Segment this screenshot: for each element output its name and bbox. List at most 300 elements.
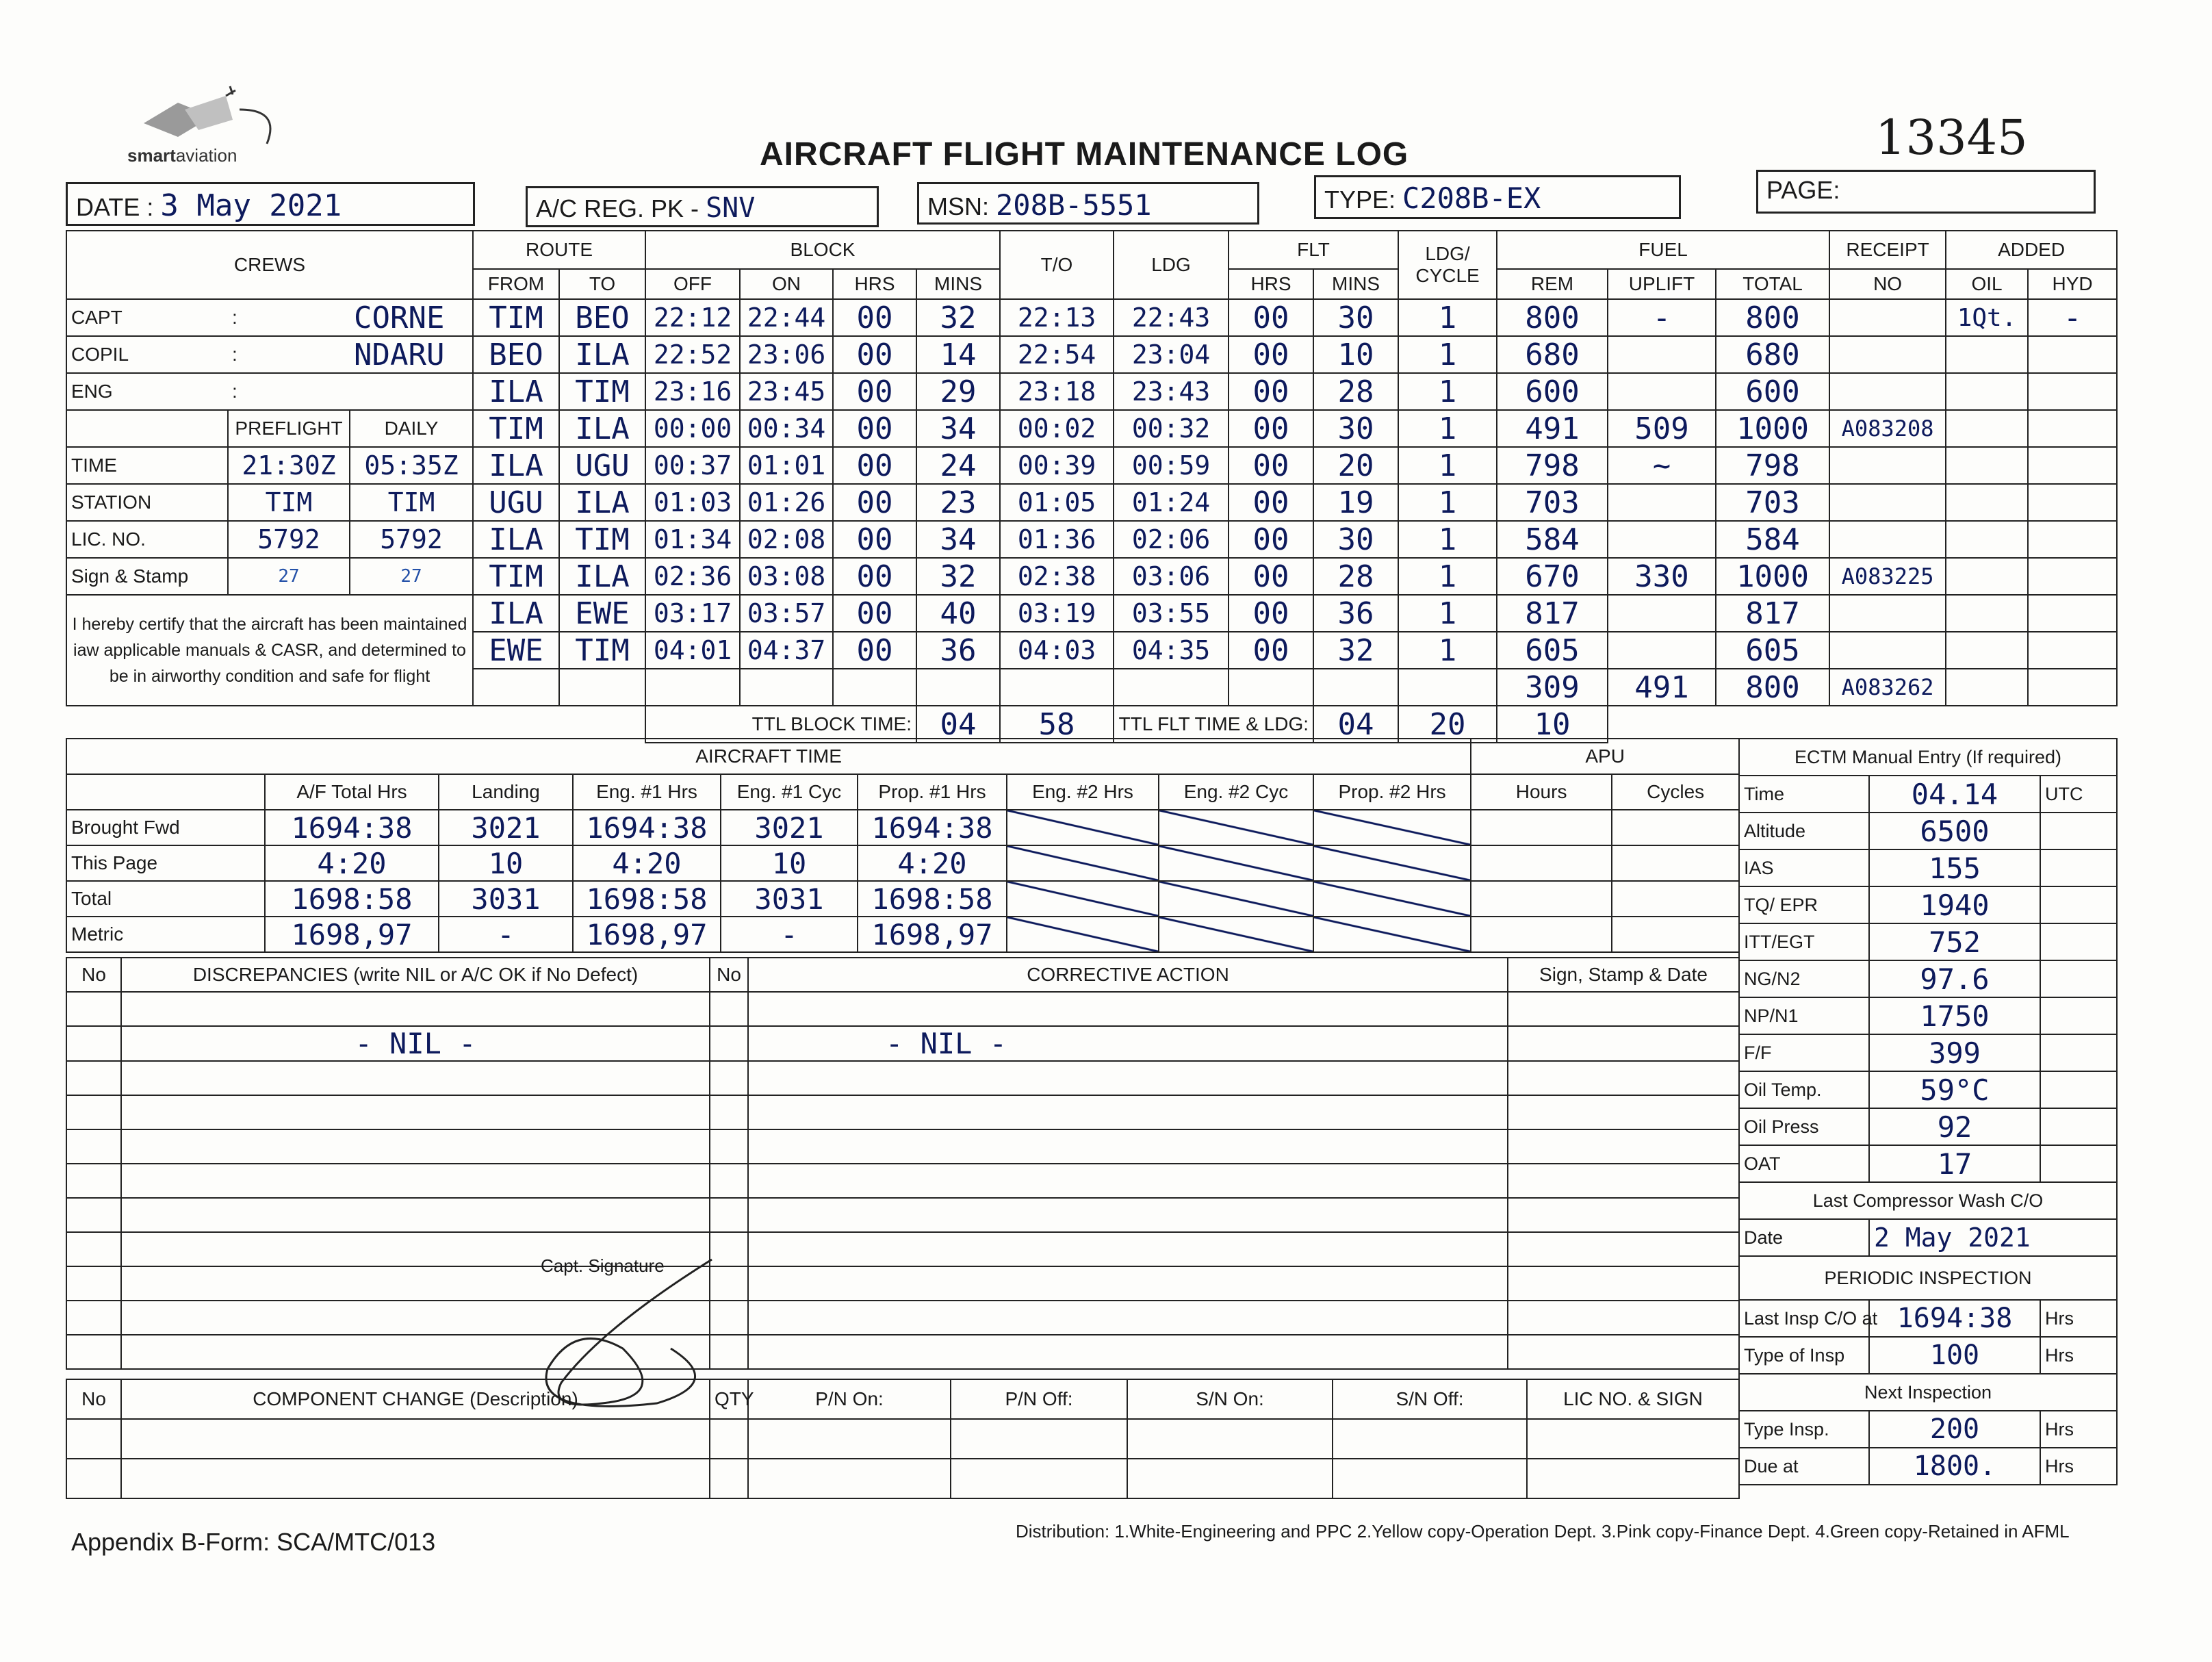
leg-mins[interactable]: 34 [916,410,1000,447]
leg-mins[interactable] [916,669,1000,706]
wash-date-value[interactable]: 2 May 2021 [1869,1219,2117,1256]
leg-from[interactable]: ILA [473,373,559,410]
leg-hyd[interactable]: - [2028,299,2117,336]
copil-name[interactable]: NDARU [350,336,473,373]
sign-cell[interactable] [1508,1198,1739,1232]
sign-cell[interactable] [1508,1129,1739,1164]
ca-no[interactable] [710,1061,748,1095]
leg-from[interactable]: BEO [473,336,559,373]
disc-no[interactable] [66,1301,121,1335]
ca-no[interactable] [710,1026,748,1061]
leg-oil[interactable]: 1Qt. [1946,299,2028,336]
leg-to-time[interactable]: 04:03 [1000,632,1114,669]
leg-fh[interactable]: 00 [1229,336,1313,373]
leg-uplift[interactable]: 509 [1608,410,1716,447]
leg-ldg[interactable] [1114,669,1229,706]
msn-field[interactable] [917,182,1259,225]
leg-fm[interactable]: 36 [1313,595,1398,632]
leg-uplift[interactable] [1608,632,1716,669]
leg-mins[interactable]: 36 [916,632,1000,669]
at-af[interactable]: 1694:38 [265,810,439,845]
at-eng2h[interactable] [1007,917,1159,952]
daily-station[interactable]: TIM [350,484,473,521]
disc-text[interactable] [121,992,710,1026]
date-field[interactable] [66,182,475,226]
leg-oil[interactable] [1946,484,2028,521]
leg-total[interactable]: 817 [1716,595,1829,632]
ectm-value[interactable]: 59°C [1869,1071,2040,1108]
leg-on[interactable]: 01:26 [740,484,833,521]
ca-text[interactable] [748,1335,1508,1369]
leg-hyd[interactable] [2028,595,2117,632]
leg-total[interactable]: 584 [1716,521,1829,558]
leg-uplift[interactable] [1608,336,1716,373]
ectm-row[interactable] [1739,997,2117,1034]
leg-hyd[interactable] [2028,558,2117,595]
at-prop2[interactable] [1313,881,1471,917]
ca-text[interactable] [748,1061,1508,1095]
leg-to[interactable]: ILA [559,336,645,373]
at-apuc[interactable] [1612,810,1739,845]
flight-leg-row[interactable] [66,447,2117,484]
disc-text[interactable] [121,1129,710,1164]
leg-mins[interactable]: 23 [916,484,1000,521]
leg-to-time[interactable]: 23:18 [1000,373,1114,410]
leg-mins[interactable]: 34 [916,521,1000,558]
leg-to[interactable]: UGU [559,447,645,484]
leg-to[interactable]: TIM [559,373,645,410]
flight-leg-row[interactable] [66,373,2117,410]
leg-fm[interactable]: 28 [1313,558,1398,595]
leg-receipt[interactable] [1829,632,1946,669]
leg-cyc[interactable]: 1 [1398,632,1497,669]
sign-cell[interactable] [1508,1232,1739,1266]
leg-fm[interactable]: 20 [1313,447,1398,484]
leg-fh[interactable]: 00 [1229,410,1313,447]
leg-hrs[interactable]: 00 [833,336,916,373]
sign-cell[interactable] [1508,1266,1739,1301]
leg-to-time[interactable]: 00:02 [1000,410,1114,447]
leg-to[interactable]: ILA [559,410,645,447]
leg-receipt[interactable] [1829,521,1946,558]
disc-no[interactable] [66,1164,121,1198]
leg-cyc[interactable]: 1 [1398,299,1497,336]
discrepancy-row[interactable] [66,1061,1739,1095]
leg-oil[interactable] [1946,373,2028,410]
ectm-row[interactable] [1739,886,2117,923]
at-landing[interactable]: 3031 [439,881,573,917]
sign-cell[interactable] [1508,992,1739,1026]
at-eng2c[interactable] [1159,917,1313,952]
leg-ldg[interactable]: 22:43 [1114,299,1229,336]
leg-hyd[interactable] [2028,336,2117,373]
leg-rem[interactable]: 600 [1497,373,1608,410]
leg-oil[interactable] [1946,595,2028,632]
leg-to-time[interactable]: 01:05 [1000,484,1114,521]
sign-cell[interactable] [1508,1026,1739,1061]
leg-hrs[interactable]: 00 [833,299,916,336]
leg-total[interactable]: 600 [1716,373,1829,410]
flight-leg-row[interactable] [66,595,2117,632]
leg-off[interactable]: 23:16 [645,373,740,410]
at-af[interactable]: 1698,97 [265,917,439,952]
leg-mins[interactable]: 29 [916,373,1000,410]
ectm-value[interactable]: 1940 [1869,886,2040,923]
disc-no[interactable] [66,1335,121,1369]
leg-off[interactable]: 00:00 [645,410,740,447]
leg-fm[interactable]: 19 [1313,484,1398,521]
preflight-station[interactable]: TIM [228,484,350,521]
ectm-row[interactable] [1739,1108,2117,1145]
leg-receipt[interactable]: A083208 [1829,410,1946,447]
at-prop1[interactable]: 4:20 [858,845,1007,881]
leg-ldg[interactable]: 23:43 [1114,373,1229,410]
leg-uplift[interactable]: 491 [1608,669,1716,706]
at-apuh[interactable] [1471,881,1612,917]
leg-hyd[interactable] [2028,373,2117,410]
ectm-row[interactable] [1739,1071,2117,1108]
discrepancy-row[interactable] [66,1095,1739,1129]
daily-time[interactable]: 05:35Z [350,447,473,484]
leg-from[interactable]: ILA [473,595,559,632]
sign-cell[interactable] [1508,1164,1739,1198]
at-eng1c[interactable]: 3021 [721,810,858,845]
leg-rem[interactable]: 605 [1497,632,1608,669]
leg-cyc[interactable] [1398,669,1497,706]
ectm-row[interactable] [1739,960,2117,997]
at-eng1h[interactable]: 4:20 [573,845,721,881]
ca-no[interactable] [710,1164,748,1198]
leg-total[interactable]: 1000 [1716,410,1829,447]
flight-leg-row[interactable] [66,336,2117,373]
aircraft-time-row[interactable] [66,917,1739,952]
at-landing[interactable]: 3021 [439,810,573,845]
leg-on[interactable] [740,669,833,706]
ca-no[interactable] [710,1095,748,1129]
leg-hyd[interactable] [2028,447,2117,484]
leg-from[interactable] [473,669,559,706]
leg-cyc[interactable]: 1 [1398,484,1497,521]
aircraft-time-row[interactable] [66,810,1739,845]
leg-ldg[interactable]: 02:06 [1114,521,1229,558]
leg-hrs[interactable]: 00 [833,595,916,632]
leg-to[interactable]: BEO [559,299,645,336]
leg-to[interactable]: ILA [559,558,645,595]
leg-on[interactable]: 01:01 [740,447,833,484]
ectm-value[interactable]: 752 [1869,923,2040,960]
leg-uplift[interactable] [1608,595,1716,632]
leg-to[interactable]: ILA [559,484,645,521]
leg-hyd[interactable] [2028,632,2117,669]
leg-uplift[interactable]: 330 [1608,558,1716,595]
leg-ldg[interactable]: 03:06 [1114,558,1229,595]
leg-rem[interactable]: 703 [1497,484,1608,521]
at-eng1c[interactable]: - [721,917,858,952]
leg-receipt[interactable] [1829,595,1946,632]
disc-text[interactable] [121,1164,710,1198]
flight-leg-row[interactable] [66,484,2117,521]
leg-uplift[interactable] [1608,373,1716,410]
discrepancy-row[interactable] [66,1301,1739,1335]
leg-rem[interactable]: 680 [1497,336,1608,373]
leg-rem[interactable]: 491 [1497,410,1608,447]
leg-off[interactable]: 22:52 [645,336,740,373]
leg-total[interactable]: 680 [1716,336,1829,373]
ca-text[interactable] [748,1164,1508,1198]
leg-uplift[interactable] [1608,484,1716,521]
disc-text[interactable] [121,1061,710,1095]
ttl-flt-hrs[interactable]: 04 [1313,706,1398,743]
leg-fm[interactable]: 32 [1313,632,1398,669]
discrepancy-row[interactable] [66,1026,1739,1061]
leg-rem[interactable]: 817 [1497,595,1608,632]
disc-no[interactable] [66,1266,121,1301]
flight-leg-row[interactable] [66,410,2117,447]
at-prop2[interactable] [1313,810,1471,845]
leg-cyc[interactable]: 1 [1398,595,1497,632]
at-eng1h[interactable]: 1698:58 [573,881,721,917]
leg-on[interactable]: 03:57 [740,595,833,632]
leg-fh[interactable]: 00 [1229,595,1313,632]
leg-hrs[interactable]: 00 [833,558,916,595]
leg-from[interactable]: ILA [473,521,559,558]
ca-text[interactable] [748,1095,1508,1129]
ectm-value[interactable]: 1750 [1869,997,2040,1034]
at-eng1h[interactable]: 1698,97 [573,917,721,952]
leg-fh[interactable]: 00 [1229,558,1313,595]
leg-receipt[interactable]: A083225 [1829,558,1946,595]
leg-cyc[interactable]: 1 [1398,521,1497,558]
leg-to-time[interactable]: 22:13 [1000,299,1114,336]
leg-ldg[interactable]: 04:35 [1114,632,1229,669]
leg-off[interactable]: 02:36 [645,558,740,595]
leg-on[interactable]: 03:08 [740,558,833,595]
due-value[interactable]: 1800. [1869,1448,2040,1485]
ectm-row[interactable] [1739,813,2117,849]
daily-lic[interactable]: 5792 [350,521,473,558]
at-af[interactable]: 1698:58 [265,881,439,917]
leg-hrs[interactable]: 00 [833,632,916,669]
ectm-value[interactable]: 04.14 [1869,776,2040,813]
leg-rem[interactable]: 798 [1497,447,1608,484]
leg-from[interactable]: TIM [473,410,559,447]
leg-hyd[interactable] [2028,484,2117,521]
ca-no[interactable] [710,992,748,1026]
at-landing[interactable]: - [439,917,573,952]
discrepancy-row[interactable] [66,992,1739,1026]
sign-cell[interactable] [1508,1095,1739,1129]
at-eng1h[interactable]: 1694:38 [573,810,721,845]
leg-to[interactable]: TIM [559,521,645,558]
leg-hrs[interactable]: 00 [833,373,916,410]
disc-no[interactable] [66,1129,121,1164]
leg-hrs[interactable]: 00 [833,447,916,484]
at-apuh[interactable] [1471,845,1612,881]
ectm-row[interactable] [1739,1034,2117,1071]
leg-uplift[interactable]: - [1608,299,1716,336]
leg-oil[interactable] [1946,521,2028,558]
ca-no[interactable] [710,1198,748,1232]
flight-leg-row[interactable] [66,558,2117,595]
leg-on[interactable]: 02:08 [740,521,833,558]
ca-text[interactable]: - NIL - [748,1026,1508,1061]
at-eng2h[interactable] [1007,845,1159,881]
leg-mins[interactable]: 40 [916,595,1000,632]
leg-off[interactable]: 01:03 [645,484,740,521]
at-eng1c[interactable]: 3031 [721,881,858,917]
leg-oil[interactable] [1946,410,2028,447]
leg-fh[interactable]: 00 [1229,632,1313,669]
type-insp-value[interactable]: 100 [1869,1337,2040,1374]
comp-row[interactable] [66,1419,1739,1459]
leg-receipt[interactable] [1829,336,1946,373]
leg-fm[interactable]: 10 [1313,336,1398,373]
leg-ldg[interactable]: 00:59 [1114,447,1229,484]
ectm-row[interactable] [1739,923,2117,960]
disc-text[interactable]: - NIL - [121,1026,710,1061]
ectm-value[interactable]: 155 [1869,849,2040,886]
leg-fm[interactable]: 28 [1313,373,1398,410]
leg-total[interactable]: 798 [1716,447,1829,484]
leg-oil[interactable] [1946,632,2028,669]
at-prop2[interactable] [1313,917,1471,952]
leg-hyd[interactable] [2028,521,2117,558]
leg-rem[interactable]: 800 [1497,299,1608,336]
disc-no[interactable] [66,1095,121,1129]
leg-receipt[interactable] [1829,373,1946,410]
leg-from[interactable]: TIM [473,299,559,336]
ca-text[interactable] [748,1198,1508,1232]
ca-text[interactable] [748,992,1508,1026]
leg-from[interactable]: EWE [473,632,559,669]
discrepancy-row[interactable] [66,1266,1739,1301]
leg-rem[interactable]: 309 [1497,669,1608,706]
at-eng2c[interactable] [1159,881,1313,917]
leg-ldg[interactable]: 00:32 [1114,410,1229,447]
ectm-value[interactable]: 97.6 [1869,960,2040,997]
leg-off[interactable]: 01:34 [645,521,740,558]
leg-ldg[interactable]: 23:04 [1114,336,1229,373]
disc-no[interactable] [66,1198,121,1232]
leg-from[interactable]: ILA [473,447,559,484]
page-field[interactable] [1756,170,2096,214]
at-apuc[interactable] [1612,881,1739,917]
at-landing[interactable]: 10 [439,845,573,881]
sign-cell[interactable] [1508,1301,1739,1335]
leg-oil[interactable] [1946,336,2028,373]
sign-cell[interactable] [1508,1335,1739,1369]
ca-no[interactable] [710,1129,748,1164]
leg-oil[interactable] [1946,558,2028,595]
leg-total[interactable]: 1000 [1716,558,1829,595]
flight-leg-row[interactable] [66,299,2117,336]
at-eng2h[interactable] [1007,881,1159,917]
type-field[interactable] [1314,175,1681,219]
leg-total[interactable]: 605 [1716,632,1829,669]
leg-on[interactable]: 23:06 [740,336,833,373]
leg-to-time[interactable] [1000,669,1114,706]
at-apuc[interactable] [1612,845,1739,881]
eng-name[interactable] [350,373,473,410]
leg-on[interactable]: 04:37 [740,632,833,669]
leg-fh[interactable]: 00 [1229,521,1313,558]
ttl-flt-mins[interactable]: 20 [1398,706,1497,743]
capt-name[interactable]: CORNE [350,299,473,336]
at-prop1[interactable]: 1698,97 [858,917,1007,952]
ectm-row[interactable] [1739,1145,2117,1182]
leg-to-time[interactable]: 02:38 [1000,558,1114,595]
aircraft-time-row[interactable] [66,845,1739,881]
leg-off[interactable]: 00:37 [645,447,740,484]
leg-hrs[interactable] [833,669,916,706]
leg-fm[interactable]: 30 [1313,410,1398,447]
leg-hyd[interactable] [2028,410,2117,447]
at-prop1[interactable]: 1698:58 [858,881,1007,917]
ca-text[interactable] [748,1301,1508,1335]
leg-fh[interactable]: 00 [1229,299,1313,336]
discrepancy-row[interactable] [66,1232,1739,1266]
flight-leg-row[interactable] [66,521,2117,558]
last-insp-value[interactable]: 1694:38 [1869,1300,2040,1337]
leg-fh[interactable]: 00 [1229,373,1313,410]
ca-text[interactable] [748,1232,1508,1266]
leg-to[interactable]: EWE [559,595,645,632]
next-type-value[interactable]: 200 [1869,1411,2040,1448]
leg-fh[interactable]: 00 [1229,447,1313,484]
preflight-lic[interactable]: 5792 [228,521,350,558]
leg-hrs[interactable]: 00 [833,521,916,558]
leg-to-time[interactable]: 22:54 [1000,336,1114,373]
leg-to[interactable]: TIM [559,632,645,669]
leg-from[interactable]: UGU [473,484,559,521]
ectm-row[interactable] [1739,849,2117,886]
leg-total[interactable]: 800 [1716,299,1829,336]
aircraft-time-row[interactable] [66,881,1739,917]
disc-no[interactable] [66,1026,121,1061]
leg-cyc[interactable]: 1 [1398,447,1497,484]
leg-fm[interactable]: 30 [1313,299,1398,336]
at-eng2c[interactable] [1159,810,1313,845]
leg-from[interactable]: TIM [473,558,559,595]
leg-oil[interactable] [1946,447,2028,484]
discrepancy-row[interactable] [66,1198,1739,1232]
leg-fm[interactable]: 30 [1313,521,1398,558]
ttl-block-mins[interactable]: 58 [1000,706,1114,743]
disc-no[interactable] [66,992,121,1026]
at-eng2c[interactable] [1159,845,1313,881]
disc-no[interactable] [66,1061,121,1095]
leg-off[interactable]: 22:12 [645,299,740,336]
leg-rem[interactable]: 670 [1497,558,1608,595]
leg-fm[interactable] [1313,669,1398,706]
leg-to-time[interactable]: 03:19 [1000,595,1114,632]
leg-to-time[interactable]: 01:36 [1000,521,1114,558]
leg-receipt[interactable] [1829,447,1946,484]
leg-mins[interactable]: 24 [916,447,1000,484]
ectm-row[interactable] [1739,776,2117,813]
at-prop2[interactable] [1313,845,1471,881]
leg-rem[interactable]: 584 [1497,521,1608,558]
discrepancy-row[interactable] [66,1164,1739,1198]
ectm-value[interactable]: 6500 [1869,813,2040,849]
leg-cyc[interactable]: 1 [1398,410,1497,447]
at-apuh[interactable] [1471,810,1612,845]
leg-cyc[interactable]: 1 [1398,373,1497,410]
leg-to-time[interactable]: 00:39 [1000,447,1114,484]
leg-hrs[interactable]: 00 [833,484,916,521]
comp-row[interactable] [66,1459,1739,1498]
at-apuc[interactable] [1612,917,1739,952]
